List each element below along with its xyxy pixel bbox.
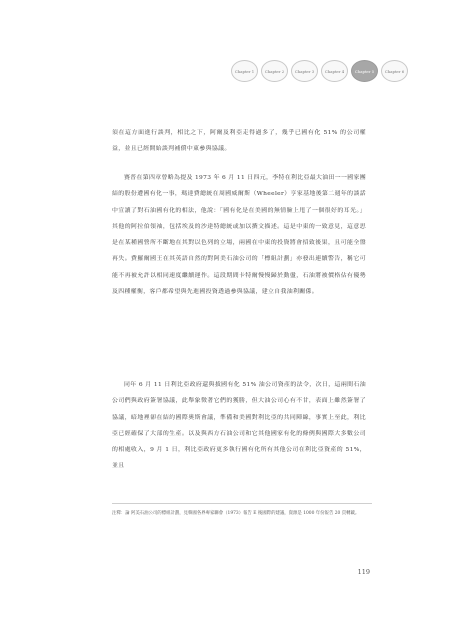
footnote: 注釋：論 阿美石油公司的標組計劃，見韓國各界專家聯會（1973）報告 E 後國際的建議，資源是 1000 年份報告 20 頁轉載。 xyxy=(112,511,360,516)
chapter-2-tab[interactable]: Chapter 2 xyxy=(261,60,288,82)
footnote-divider xyxy=(112,503,372,504)
body-paragraph-1: 須在這方面進行談判，相比之下，阿爾及利亞走得過多了，幾乎已國有化 51% 的公司權益，並且已經開始談判補償中東參與協議。 xyxy=(112,130,366,153)
chapter-3-tab[interactable]: Chapter 3 xyxy=(291,60,318,82)
chapter-4-tab[interactable]: Chapter 4 xyxy=(321,60,348,82)
chapter-1-tab[interactable]: Chapter 1 xyxy=(231,60,258,82)
body-paragraph-2: 賽普在第四章曾略為提及 1973 年 6 月 11 日四元，李特在利比亞最大油田一一國家團結的股份遭國有化一事，瑪達費總統在周國威爾斯（Wheeler）亨家基地後第二週年的談話中宣讀了對石油國有化的相法，他說：「國有化是在美國的無情臉上甩了一個很好的耳光。」其他的阿拉伯領袖，包括埃及的沙達特總統或加以撰文描述。這是中東的一致意見，這意思是在某種國營所不斷地在其對以色列的立場，兩國在中東的投資將會招致後果，且可能全盤再失。費羅爾國王在其英語自然的對阿美石油公司的「標組計劃」亦發出連續警告，稱它可能不再被允許以相同速度繼續運作。這段期間卡特爾慢慢歸於動盪，石油將被價格佔有優勢及四種權衡，客戶都希望與先進國投資透過參與協議，建立自我油利關係。 xyxy=(112,175,366,296)
page-number: 119 xyxy=(357,568,370,576)
chapter-6-tab[interactable]: Chapter 6 xyxy=(381,60,408,82)
body-paragraph-3: 同年 6 月 11 日利比亞政府還與拔國有化 51% 油公司資產的法令，次日，這兩間石油公司們與政府簽署協議，此舉象徵著它們的獲勝，但大油公司心有不甘，表面上雖然簽署了協議，暗地裡卻在結約國際奧斯會議，準備和美國對利比亞的共同陣線，事實上至此，利比亞已經確保了大部的生產。以及與西方石油公司和它其他國家有化的條例與國際大多數公司的相處收入，9 月 1 日，利比亞政府更多執行國有化所有其他公司在利比亞資產的 51%，並且 xyxy=(112,382,366,470)
chapter-5-tab[interactable]: Chapter 5 xyxy=(351,60,378,82)
chapter-navigation xyxy=(231,60,408,82)
